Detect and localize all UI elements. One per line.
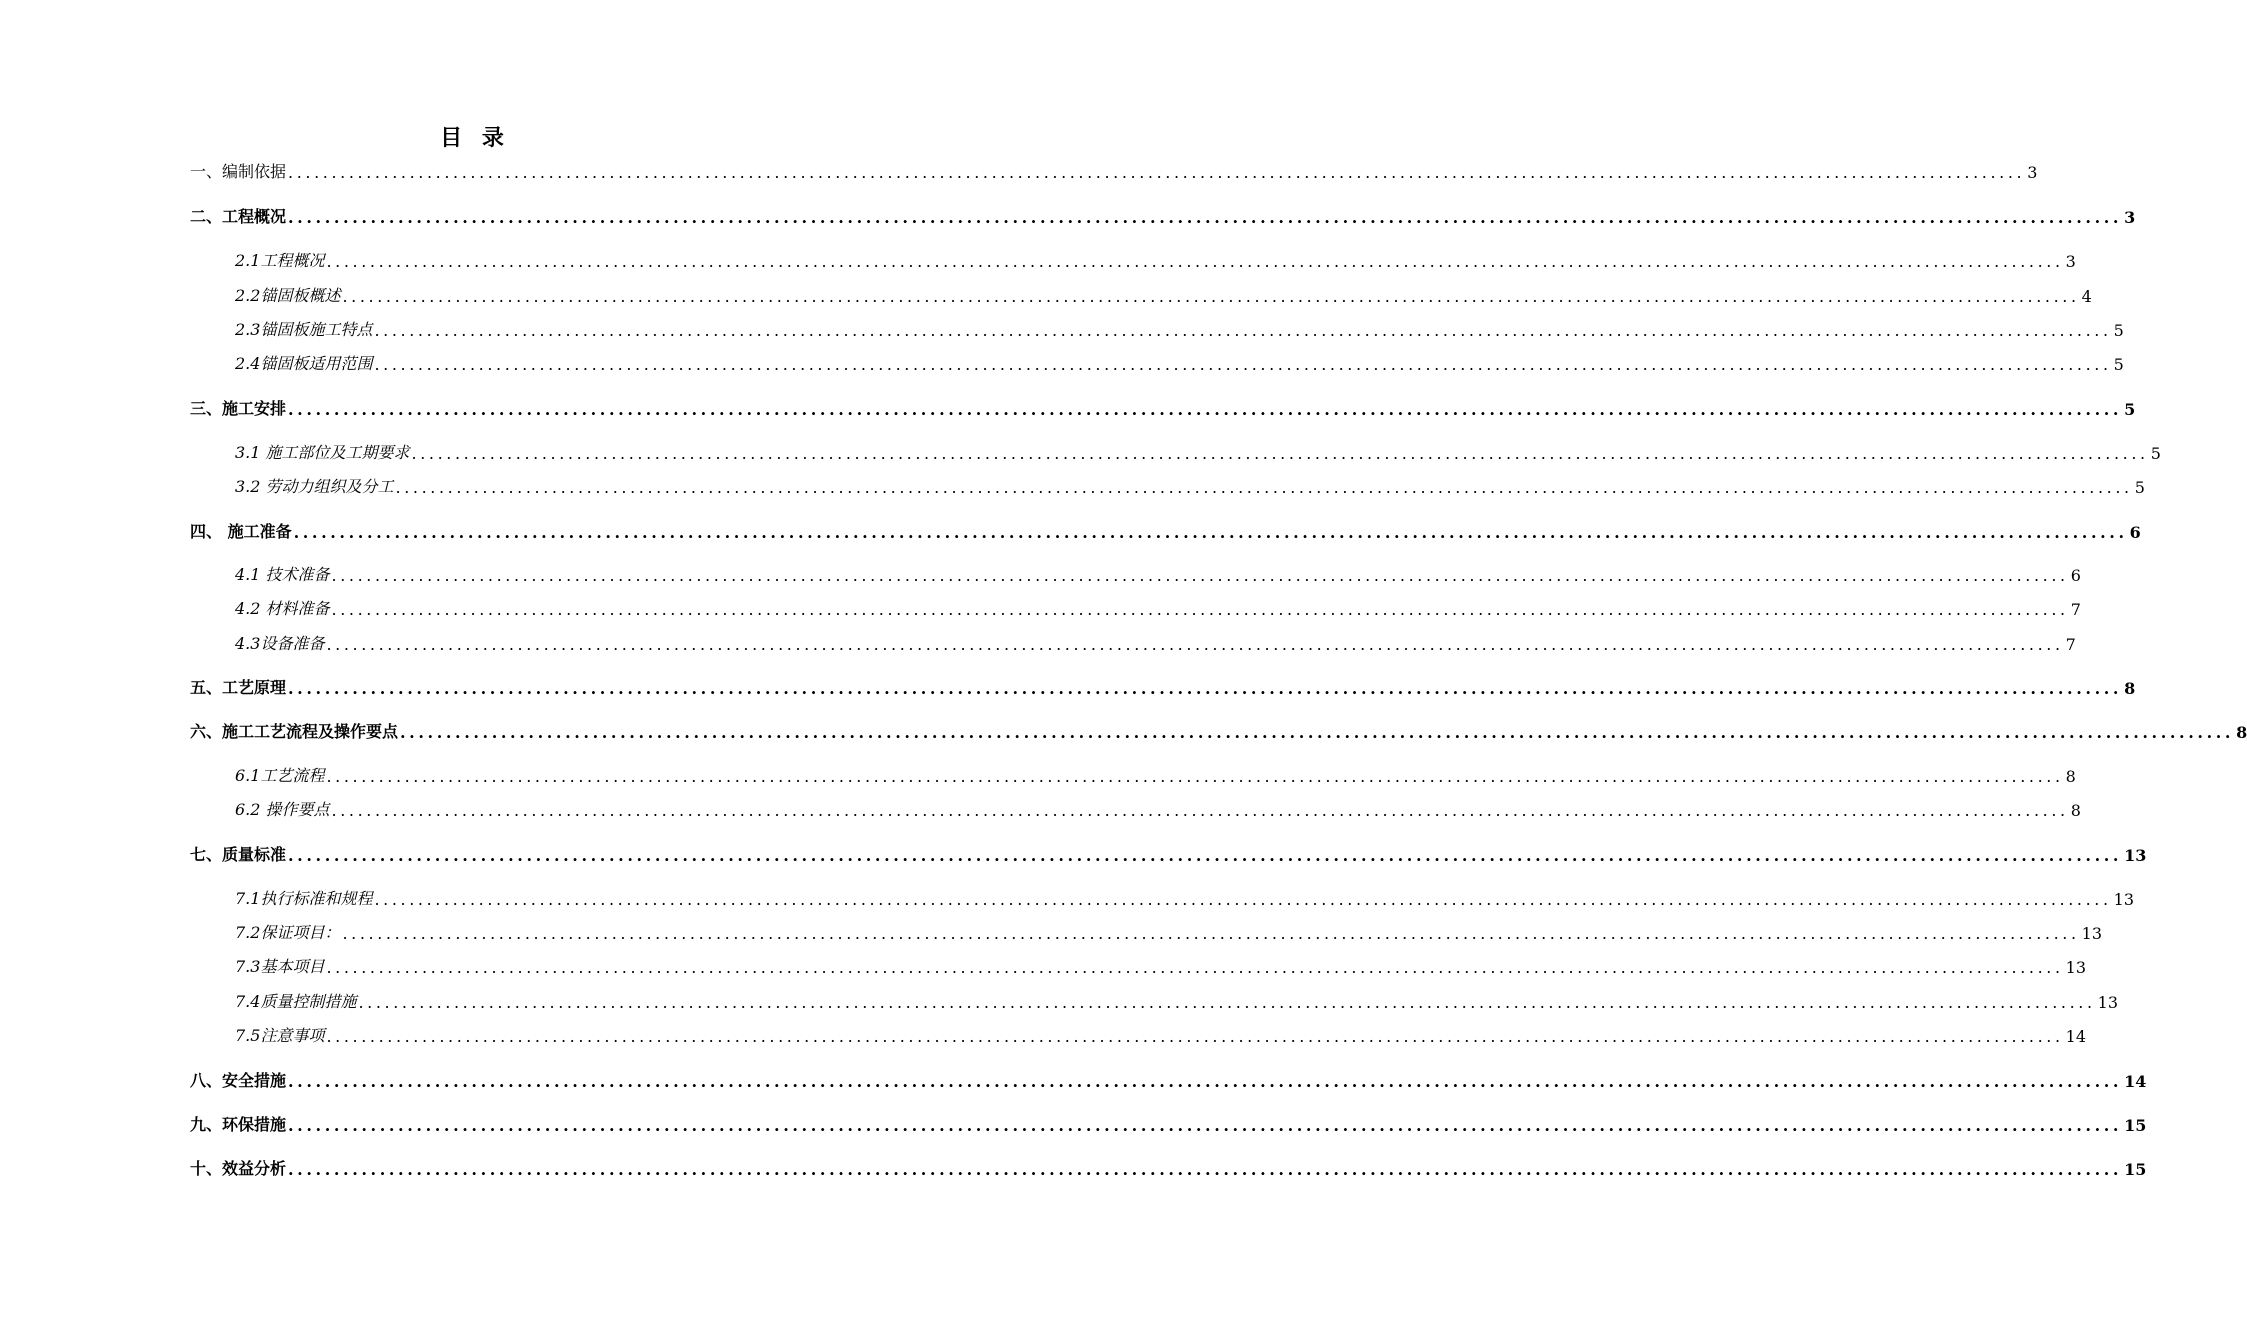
toc-entry[interactable] [235, 475, 2145, 497]
toc-entry[interactable] [235, 441, 2161, 463]
toc-entry[interactable] [235, 798, 2081, 820]
toc-entry[interactable] [190, 676, 2136, 698]
toc-entry-label: 7.4质量控制措施 [235, 992, 357, 1011]
toc-entry-page: 5 [2113, 355, 2124, 374]
toc-entry-label: 九、环保措施 [190, 1115, 287, 1134]
toc-dot-leader: ........................................................................................................................................................................................................ [288, 846, 2123, 865]
toc-entry[interactable] [190, 1157, 2147, 1179]
toc-entry-page: 5 [2113, 321, 2124, 340]
toc-entry-label: 7.3基本项目 [235, 957, 325, 976]
toc-entry[interactable] [190, 520, 2141, 542]
toc-entry-label: 4.2 材料准备 [235, 599, 330, 618]
toc-entry-page: 8 [2070, 801, 2081, 820]
toc-entry-label: 2.3锚固板施工特点 [235, 320, 373, 339]
toc-entry-page: 8 [2236, 723, 2247, 742]
toc-entry-label: 七、质量标准 [190, 845, 287, 864]
toc-entry-page: 13 [2081, 924, 2102, 943]
toc-dot-leader: ........................................................................................................................................................................................................ [374, 321, 2112, 340]
toc-dot-leader: ........................................................................................................................................................................................................ [411, 444, 2149, 463]
toc-dot-leader: ........................................................................................................................................................................................................ [395, 478, 2133, 497]
toc-entry-page: 13 [2065, 958, 2086, 977]
toc-entry-label: 7.1执行标准和规程 [235, 889, 373, 908]
page-title: 目 录 [440, 125, 510, 151]
toc-entry[interactable] [235, 249, 2076, 271]
toc-entry-label: 二、工程概况 [190, 207, 287, 226]
toc-entry-page: 13 [2124, 846, 2147, 865]
toc-dot-leader: ........................................................................................................................................................................................................ [288, 1072, 2123, 1091]
toc-dot-leader: ........................................................................................................................................................................................................ [326, 767, 2064, 786]
toc-entry-page: 5 [2134, 478, 2145, 497]
toc-entry-page: 3 [2027, 163, 2038, 182]
toc-entry-label: 3.2 劳动力组织及分工 [235, 477, 394, 496]
toc-entry-label: 2.1工程概况 [235, 251, 325, 270]
toc-entry[interactable] [190, 1113, 2147, 1135]
toc-entry-page: 14 [2065, 1027, 2086, 1046]
toc-entry[interactable] [190, 1069, 2147, 1091]
toc-entry[interactable] [235, 990, 2118, 1012]
toc-dot-leader: ........................................................................................................................................................................................................ [288, 400, 2123, 419]
toc-entry[interactable] [190, 397, 2136, 419]
toc-dot-leader: ........................................................................................................................................................................................................ [288, 1116, 2123, 1135]
toc-entry-label: 7.5注意事项 [235, 1026, 325, 1045]
toc-entry[interactable] [235, 955, 2086, 977]
toc-entry-page: 4 [2081, 287, 2092, 306]
toc-dot-leader: ........................................................................................................................................................................................................ [326, 1027, 2064, 1046]
toc-entry-label: 五、工艺原理 [190, 678, 287, 697]
toc-entry-label: 2.2锚固板概述 [235, 286, 341, 305]
toc-entry[interactable] [235, 352, 2124, 374]
toc-entry-label: 一、编制依据 [190, 162, 287, 181]
toc-entry[interactable] [235, 563, 2081, 585]
toc-entry[interactable] [235, 632, 2076, 654]
toc-entry[interactable] [235, 921, 2102, 943]
toc-dot-leader: ........................................................................................................................................................................................................ [326, 958, 2064, 977]
toc-entry[interactable] [190, 720, 2247, 742]
toc-entry[interactable] [190, 205, 2136, 227]
toc-entry-page: 3 [2065, 252, 2076, 271]
toc-entry[interactable] [235, 764, 2076, 786]
toc-dot-leader: ........................................................................................................................................................................................................ [326, 635, 2064, 654]
toc-dot-leader: ........................................................................................................................................................................................................ [331, 600, 2069, 619]
toc-dot-leader: ........................................................................................................................................................................................................ [342, 287, 2080, 306]
toc-entry[interactable] [235, 597, 2081, 619]
toc-entry-page: 8 [2065, 767, 2076, 786]
toc-dot-leader: ........................................................................................................................................................................................................ [331, 566, 2069, 585]
toc-entry-page: 15 [2124, 1116, 2147, 1135]
toc-dot-leader: ........................................................................................................................................................................................................ [326, 252, 2064, 271]
toc-entry[interactable] [190, 843, 2147, 865]
toc-entry-page: 15 [2124, 1160, 2147, 1179]
toc-dot-leader: ........................................................................................................................................................................................................ [400, 723, 2235, 742]
toc-entry-page: 3 [2124, 208, 2136, 227]
toc-entry-label: 6.1工艺流程 [235, 766, 325, 785]
toc-dot-leader: ........................................................................................................................................................................................................ [358, 993, 2096, 1012]
toc-dot-leader: ........................................................................................................................................................................................................ [342, 924, 2080, 943]
toc-entry-page: 7 [2065, 635, 2076, 654]
toc-entry-label: 4.3设备准备 [235, 634, 325, 653]
toc-entry-page: 8 [2124, 679, 2136, 698]
toc-entry-label: 7.2保证项目： [235, 923, 341, 942]
toc-dot-leader: ........................................................................................................................................................................................................ [288, 208, 2123, 227]
toc-entry-page: 13 [2113, 890, 2134, 909]
toc-entry-page: 5 [2150, 444, 2161, 463]
toc-entry-label: 六、施工工艺流程及操作要点 [190, 722, 399, 741]
toc-dot-leader: ........................................................................................................................................................................................................ [293, 523, 2128, 542]
toc-entry-page: 6 [2070, 566, 2081, 585]
toc-entry-label: 十、效益分析 [190, 1159, 287, 1178]
toc-entry[interactable] [190, 160, 2038, 182]
toc-entry-label: 6.2 操作要点 [235, 800, 330, 819]
toc-entry-label: 4.1 技术准备 [235, 565, 330, 584]
toc-entry-label: 四、 施工准备 [190, 522, 292, 541]
toc-entry-page: 7 [2070, 600, 2081, 619]
toc-entry-label: 八、安全措施 [190, 1071, 287, 1090]
toc-dot-leader: ........................................................................................................................................................................................................ [331, 801, 2069, 820]
toc-entry-page: 6 [2129, 523, 2141, 542]
toc-entry-label: 三、施工安排 [190, 399, 287, 418]
toc-dot-leader: ........................................................................................................................................................................................................ [288, 1160, 2123, 1179]
toc-entry[interactable] [235, 1024, 2086, 1046]
toc-dot-leader: ........................................................................................................................................................................................................ [288, 679, 2123, 698]
toc-entry-page: 13 [2097, 993, 2118, 1012]
toc-entry[interactable] [235, 887, 2134, 909]
toc-entry-page: 14 [2124, 1072, 2147, 1091]
toc-dot-leader: ........................................................................................................................................................................................................ [374, 355, 2112, 374]
toc-dot-leader: ........................................................................................................................................................................................................ [288, 163, 2026, 182]
toc-entry[interactable] [235, 284, 2092, 306]
toc-entry-page: 5 [2124, 400, 2136, 419]
toc-entry-label: 2.4锚固板适用范围 [235, 354, 373, 373]
toc-entry[interactable] [235, 318, 2124, 340]
toc-dot-leader: ........................................................................................................................................................................................................ [374, 890, 2112, 909]
toc-entry-label: 3.1 施工部位及工期要求 [235, 443, 410, 462]
